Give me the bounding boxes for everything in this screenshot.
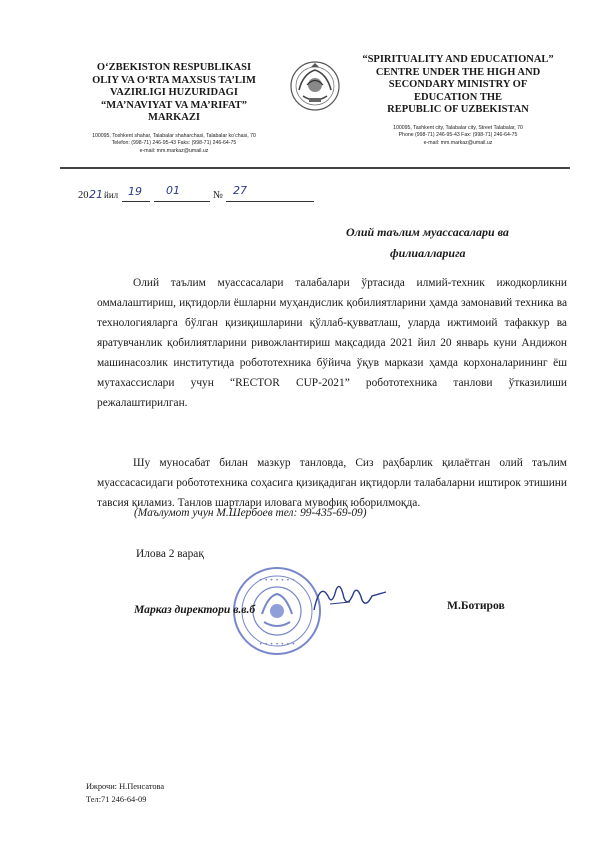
- header-left-contacts: [62, 133, 286, 156]
- header-left-address: 100095, Toshkent shahar, Talabalar shaharchasi, Talabalar ko‘chasi, 70: [92, 132, 256, 139]
- info-note: (Маълумот учун М.Шербоев тел: 99-435-69-09): [134, 507, 367, 519]
- header-right: [342, 54, 574, 147]
- header-right-org-name: “SPIRITUALITY AND EDUCATIONAL” CENTRE UNDER THE HIGH AND SECONDARY MINISTRY OF EDUCATION THE REPUBLIC OF UZBEKISTAN: [362, 54, 554, 115]
- header-right-contacts: [342, 125, 574, 148]
- addressee-line2: филиалларига: [390, 246, 466, 260]
- signatory-name: М.Ботиров: [447, 599, 505, 612]
- header-right-phone: Phone (998-71) 246-95-43 Fax: (998-71) 246-64-75: [398, 132, 518, 138]
- header-right-address: 100095, Tashkent city, Talabalar city, Street Talabalar, 70: [393, 124, 523, 131]
- ref-month-handwritten: 01: [166, 184, 180, 197]
- svg-text:• • • • • • •: • • • • • • •: [258, 577, 296, 584]
- ref-year-prefix: 20: [78, 190, 89, 201]
- body-paragraph-2: Шу муносабат билан мазкур танловда, Сиз раҳбарлик қилаётган олий таълим муассасасидаги робототехника соҳасига қизиқадиган иқтидорли талабаларни иштирок этишини тавсия қиламиз. Танлов шартлари иловага мувофиқ юборилмоқда.: [97, 457, 567, 509]
- ref-number-handwritten: 27: [233, 184, 247, 197]
- attachment-note: Илова 2 варақ: [136, 548, 204, 560]
- header-divider: [60, 167, 570, 169]
- uzbekistan-emblem-icon: [289, 60, 341, 112]
- ref-month-line: [154, 201, 210, 202]
- footer: [86, 780, 164, 806]
- ref-day-handwritten: 19: [128, 185, 142, 198]
- header-left-email: e-mail: mm.markaz@umail.uz: [139, 147, 209, 154]
- ref-year-handwritten: 21: [89, 188, 103, 201]
- svg-text:• • • • • • •: • • • • • • •: [258, 641, 296, 648]
- ref-number-line: [226, 201, 314, 202]
- reference-line: [78, 184, 318, 206]
- header-left-phone: Telefon: (998-71) 246-95-43 Faks: (998-71) 246-64-75: [111, 140, 237, 146]
- addressee-line1: Олий таълим муассасалари ва: [346, 225, 509, 239]
- executor-name: Ижрочи: Н.Пенсатова: [86, 782, 165, 791]
- handwritten-signature-icon: [310, 578, 390, 618]
- header-right-email: e-mail: mm.markaz@umail.uz: [423, 139, 493, 146]
- signatory-title: Марказ директори в.в.б: [134, 603, 256, 616]
- header-left-org-name: O‘ZBEKISTON RESPUBLIKASI OLIY VA O‘RTA MAXSUS TA’LIM VAZIRLIGI HUZURIDAGI “MA’NAVIYAT VA MA’RIFAT” MARKAZI: [92, 62, 256, 123]
- addressee: [346, 222, 566, 264]
- ref-number-label: №: [213, 190, 224, 201]
- ref-yil-label: йил: [104, 190, 119, 200]
- ref-day-line: [122, 201, 150, 202]
- body-paragraph-1: Олий таълим муассасалари талабалари ўртасида илмий-техник ижодкорликни оммалаштириш, иқтидорли ёшларни муҳандислик қобилиятларини ҳамда замонавий техника ва технологияларга бўлган қизиқишларини қўллаб-қувватлаш, уларда ижтимоий тафаккур ва яратувчанлик қобилиятларини ривожлантириш мақсадида 2021 йил 20 январь куни Андижон машинасозлик институтида робототехника бўйича ўқув маркази ҳамда корхоналарининг ёш мутахассислари учун “RECTOR CUP-2021” робототехника танлови ўтказилиши режалаштирилган.: [97, 277, 567, 409]
- header-left: [62, 62, 286, 155]
- executor-phone: Тел:71 246-64-09: [86, 795, 147, 804]
